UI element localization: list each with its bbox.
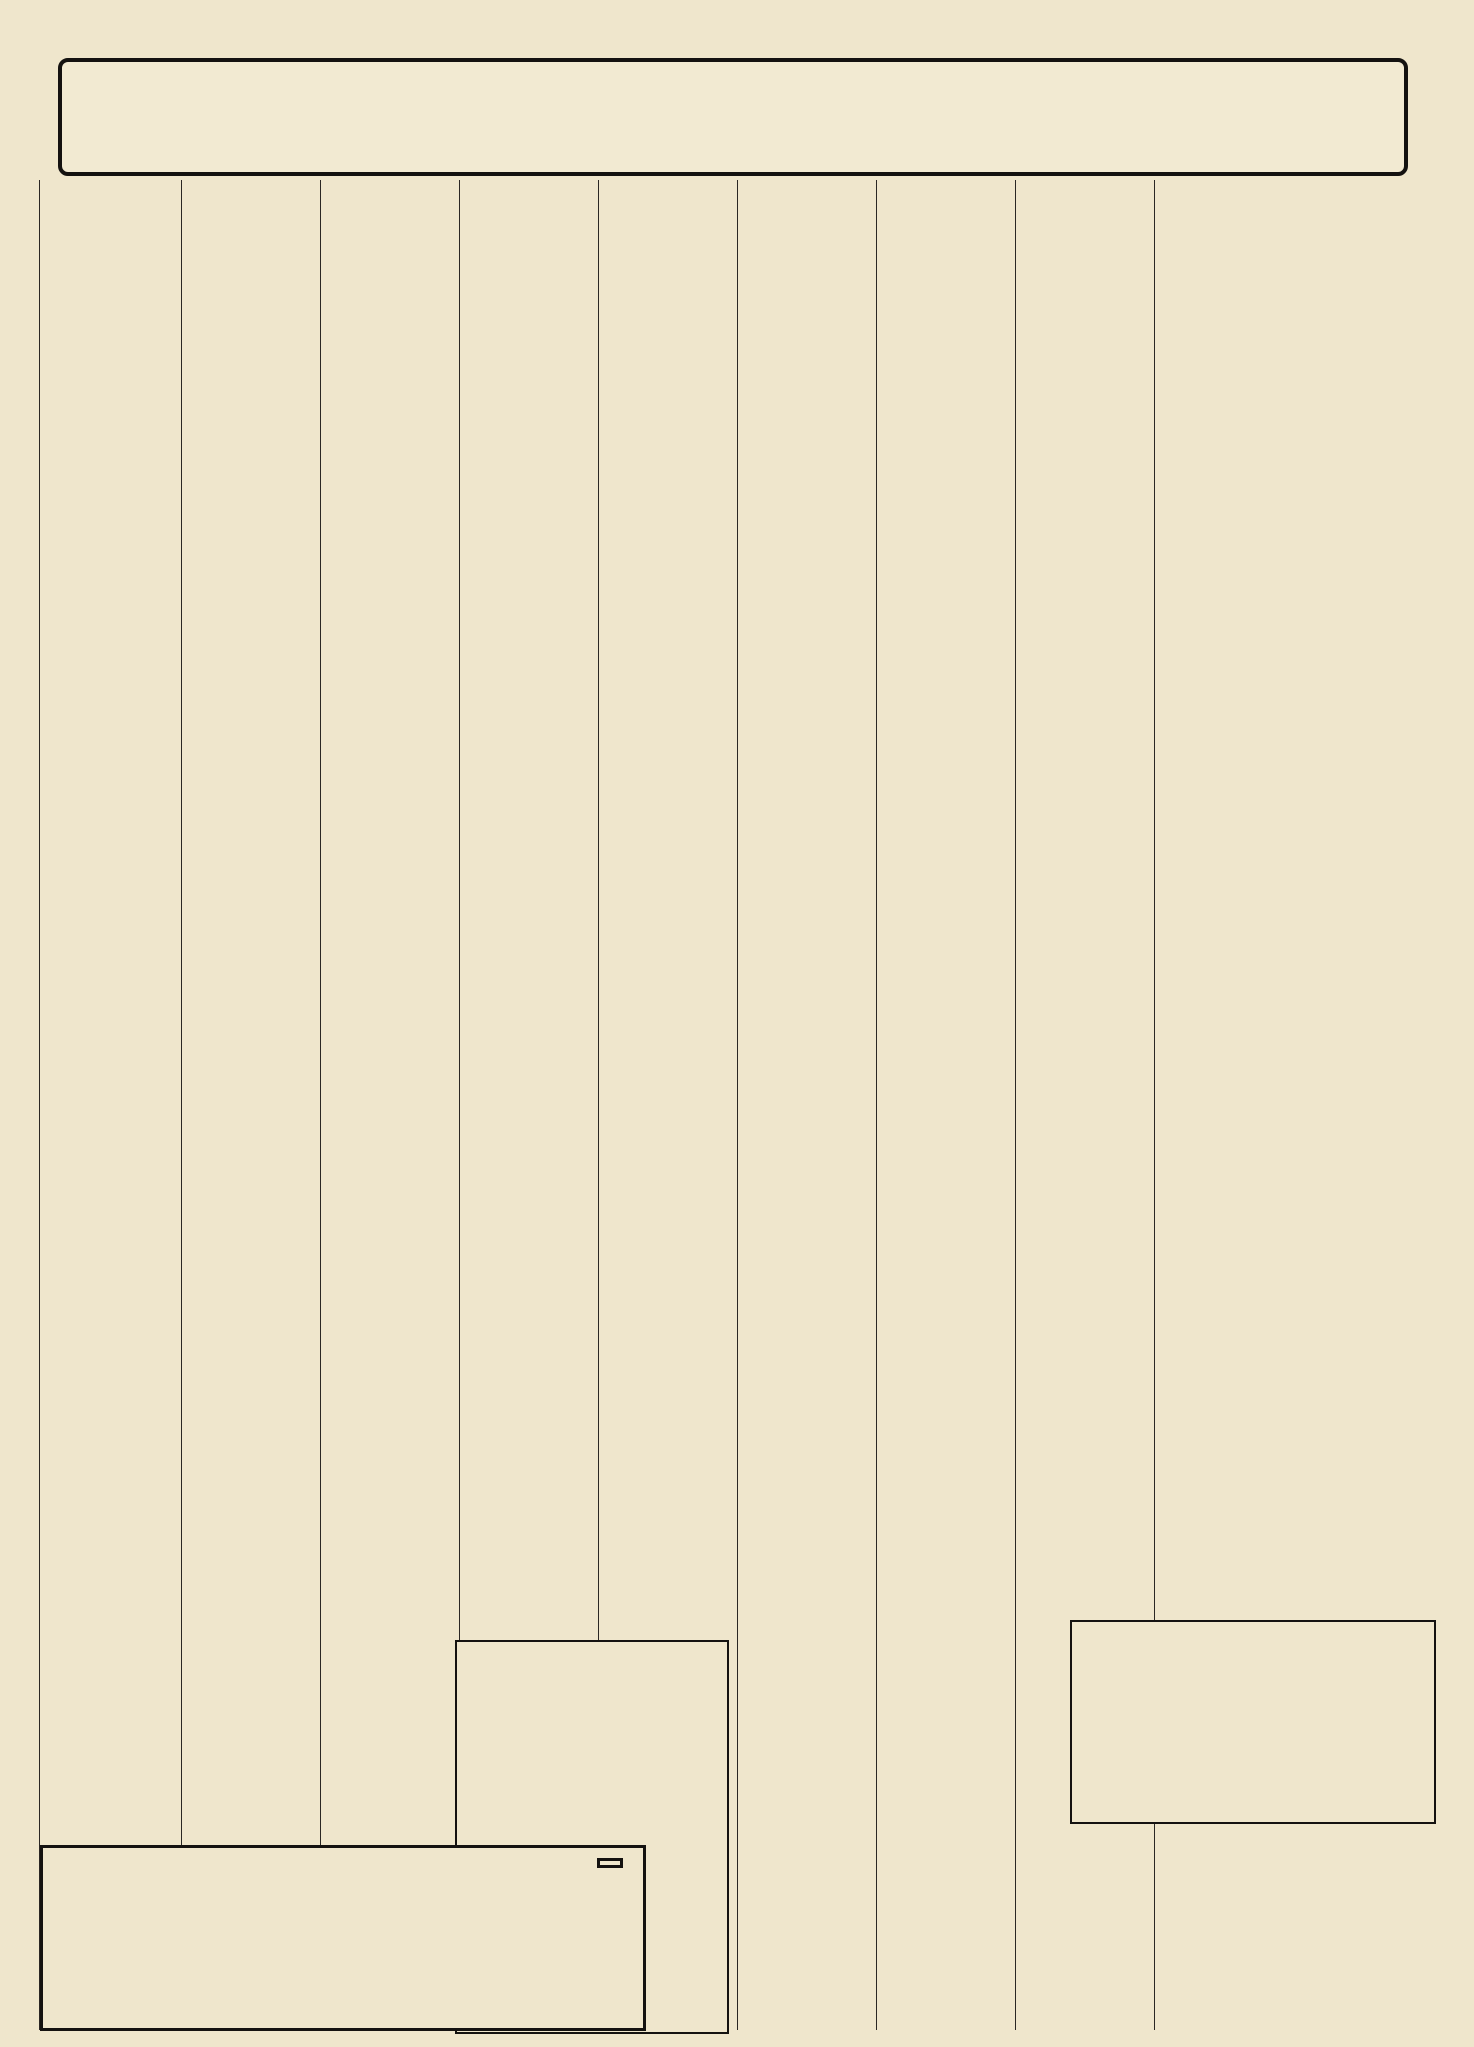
classifieds-title-box [58, 58, 1408, 176]
haraj-text [1072, 1630, 1434, 1642]
bkd-parquet-ad [40, 1845, 646, 2031]
hamid-more [457, 1660, 727, 1668]
haraj-shoe-sale-ad [1070, 1620, 1436, 1824]
column-5 [737, 180, 876, 2030]
column-8 [320, 180, 459, 2030]
bkd-logo [597, 1858, 623, 1868]
hamid-desc [457, 1652, 727, 1660]
page-header-meta [40, 20, 1434, 46]
hamid-detail [457, 1674, 727, 1682]
building-sale-ad [1070, 1830, 1432, 2025]
column-10 [39, 180, 181, 2030]
column-9 [181, 180, 320, 2030]
column-4 [876, 180, 1015, 2030]
